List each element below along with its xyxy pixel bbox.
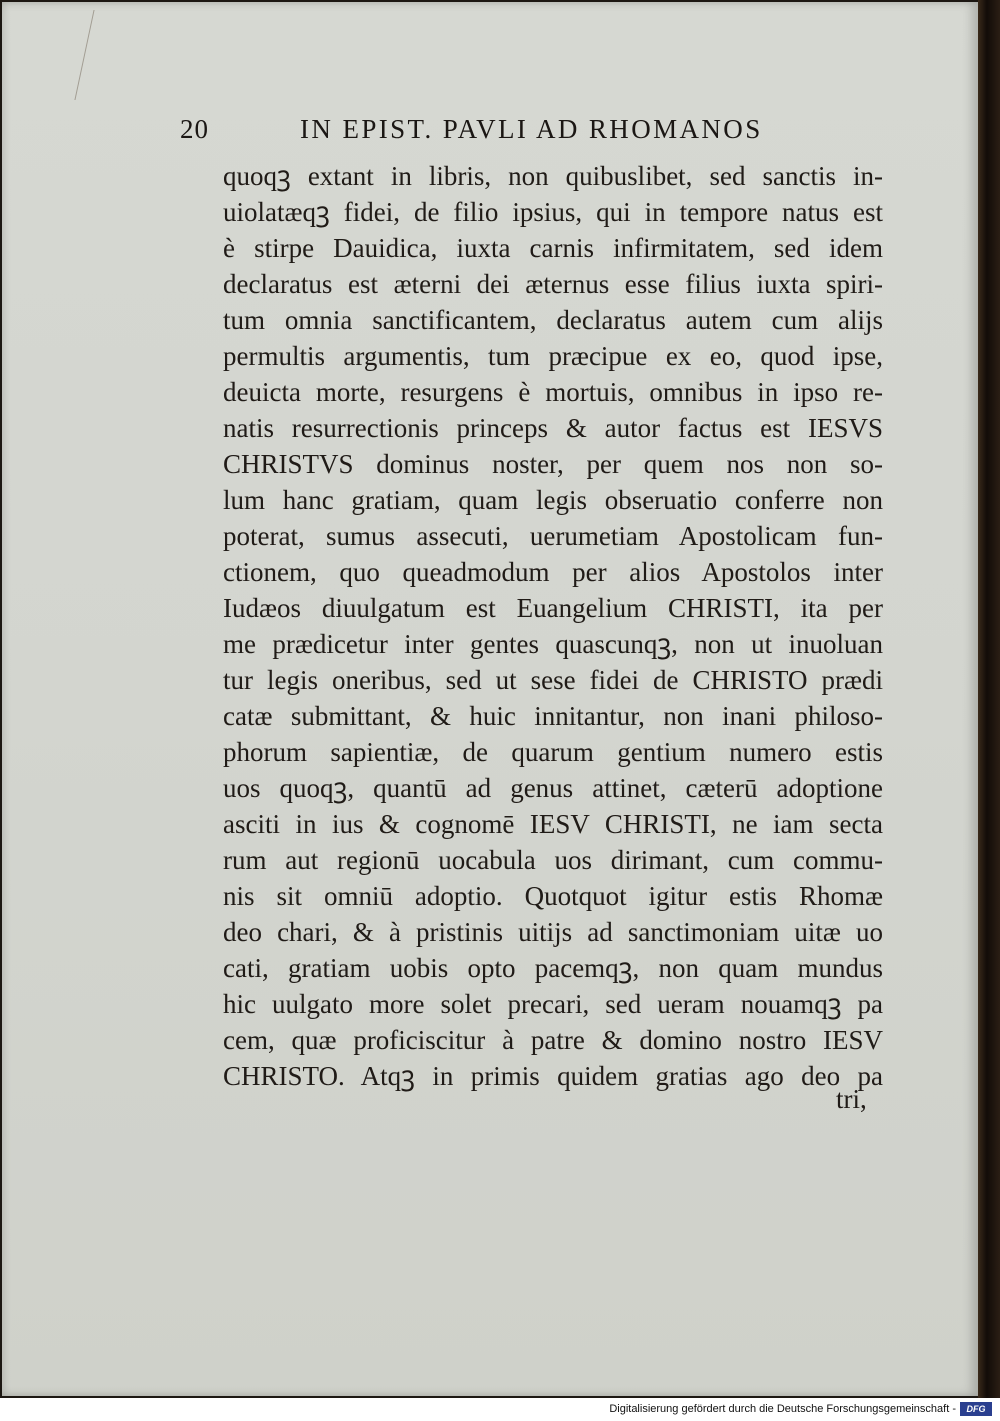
- text-line: poterat, sumus assecuti, uerumetiam Apostolicam fun-: [223, 521, 883, 551]
- text-line: deo chari, & à pristinis uitijs ad sanctimoniam uitæ uo: [223, 917, 883, 947]
- text-line: CHRISTO. Atqꝫ in primis quidem gratias ago deo pa: [223, 1061, 883, 1091]
- text-line: permultis argumentis, tum præcipue ex eo, quod ipse,: [223, 341, 883, 371]
- text-line: natis resurrectionis princeps & autor factus est IESVS: [223, 413, 883, 443]
- text-line: cati, gratiam uobis opto pacemqꝫ, non quam mundus: [223, 953, 883, 983]
- text-line: rum aut regionū uocabula uos dirimant, cum commu-: [223, 845, 883, 875]
- dfg-logo-icon: DFG: [960, 1402, 992, 1416]
- text-line: declaratus est æterni dei æternus esse filius iuxta spiri-: [223, 269, 883, 299]
- page-crease: [54, 10, 94, 100]
- text-line: quoqꝫ extant in libris, non quibuslibet, sed sanctis in-: [223, 161, 883, 191]
- text-line: tur legis oneribus, sed ut sese fidei de CHRISTO prædi: [223, 665, 883, 695]
- text-block: [223, 158, 883, 1094]
- book-edge: [978, 0, 1000, 1398]
- catchword: tri,: [836, 1084, 867, 1114]
- text-line: uiolatæqꝫ fidei, de filio ipsius, qui in tempore natus est: [223, 197, 883, 227]
- funding-credit: Digitalisierung gefördert durch die Deutsche Forschungsgemeinschaft -: [609, 1403, 956, 1415]
- page-number: 20: [180, 114, 209, 144]
- text-line: deuicta morte, resurgens è mortuis, omnibus in ipso re-: [223, 377, 883, 407]
- text-line: me prædicetur inter gentes quascunqꝫ, non ut inuoluan: [223, 629, 883, 659]
- text-line: Iudæos diuulgatum est Euangelium CHRISTI, ita per: [223, 593, 883, 623]
- text-line: ctionem, quo queadmodum per alios Apostolos inter: [223, 557, 883, 587]
- text-line: cem, quæ proficiscitur à patre & domino nostro IESV: [223, 1025, 883, 1055]
- text-line: lum hanc gratiam, quam legis obseruatio conferre non: [223, 485, 883, 515]
- text-line: tum omnia sanctificantem, declaratus autem cum alijs: [223, 305, 883, 335]
- text-line: phorum sapientiæ, de quarum gentium numero estis: [223, 737, 883, 767]
- footer-bar: [0, 1398, 1000, 1421]
- book-page: [2, 2, 978, 1396]
- text-line: asciti in ius & cognomē IESV CHRISTI, ne iam secta: [223, 809, 883, 839]
- text-line: uos quoqꝫ, quantū ad genus attinet, cæterū adoptione: [223, 773, 883, 803]
- text-line: CHRISTVS dominus noster, per quem nos non so-: [223, 449, 883, 479]
- page-header: [2, 110, 978, 150]
- text-line: nis sit omniū adoptio. Quotquot igitur estis Rhomæ: [223, 881, 883, 911]
- running-head: IN EPIST. PAVLI AD RHOMANOS: [300, 114, 763, 144]
- text-line: catæ submittant, & huic innitantur, non inani philoso-: [223, 701, 883, 731]
- text-line: hic uulgato more solet precari, sed ueram nouamqꝫ pa: [223, 989, 883, 1019]
- text-line: è stirpe Dauidica, iuxta carnis infirmitatem, sed idem: [223, 233, 883, 263]
